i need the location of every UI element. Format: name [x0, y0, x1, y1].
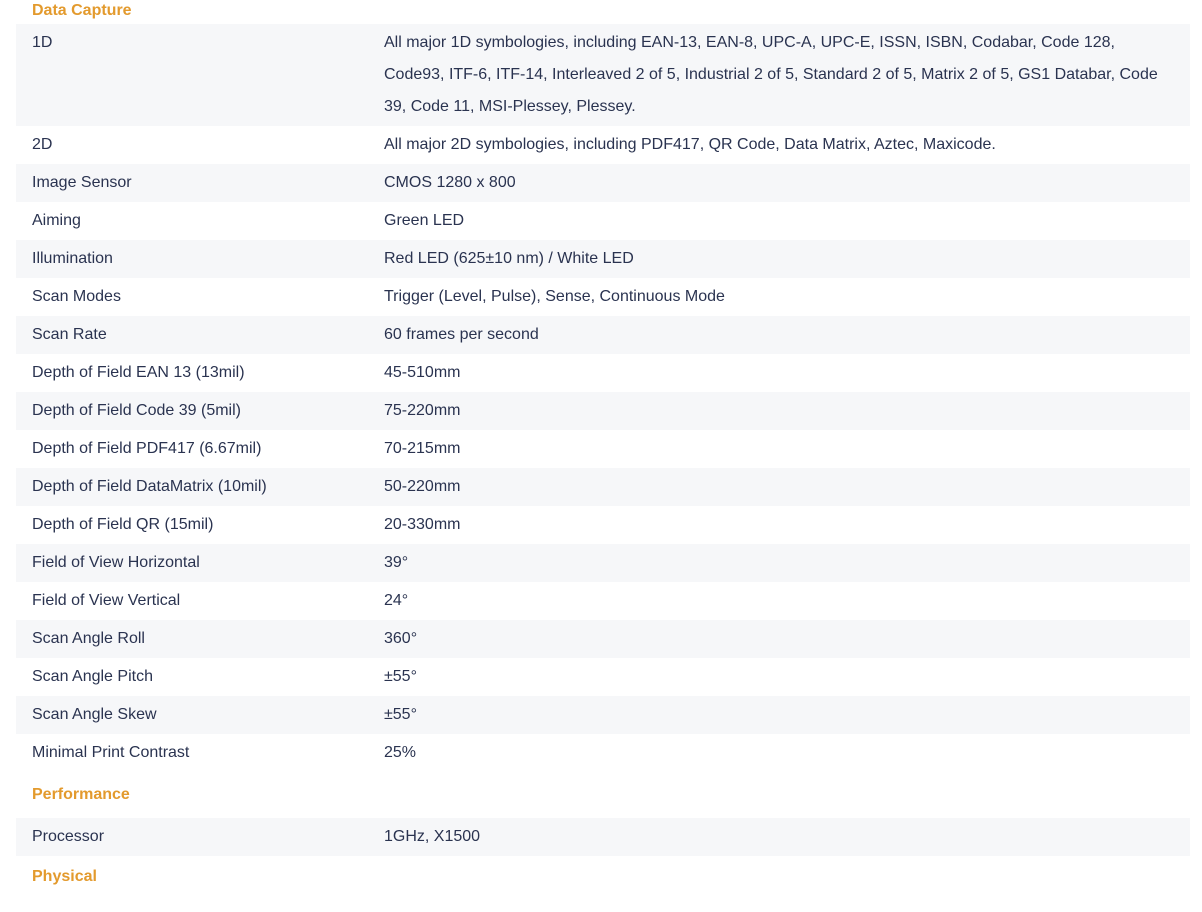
spec-label: Image Sensor	[16, 164, 368, 202]
spec-label: Field of View Horizontal	[16, 544, 368, 582]
spec-value: 45-510mm	[368, 354, 1190, 392]
table-row	[16, 316, 1190, 354]
spec-value: 60 frames per second	[368, 316, 1190, 354]
spec-label: Illumination	[16, 240, 368, 278]
table-row	[16, 278, 1190, 316]
spec-label: Processor	[16, 818, 368, 856]
spec-label: Field of View Vertical	[16, 582, 368, 620]
table-row	[16, 506, 1190, 544]
section-title-data-capture: Data Capture	[32, 2, 132, 19]
spec-label: Depth of Field PDF417 (6.67mil)	[16, 430, 368, 468]
table-row	[16, 430, 1190, 468]
spec-label: Scan Angle Roll	[16, 620, 368, 658]
spec-value: 75-220mm	[368, 392, 1190, 430]
spec-value: 20-330mm	[368, 506, 1190, 544]
table-row	[16, 582, 1190, 620]
spec-value: 25%	[368, 734, 1190, 772]
spec-value: 24°	[368, 582, 1190, 620]
spec-value: All major 1D symbologies, including EAN-13, EAN-8, UPC-A, UPC-E, ISSN, ISBN, Codabar, Code 128, Code93, ITF-6, ITF-14, Interleaved 2 of 5, Industrial 2 of 5, Standard 2 of 5, Matrix 2 of 5, GS1 Databar, Code 39, Code 11, MSI-Plessey, Plessey.	[368, 24, 1190, 126]
spec-label: Scan Rate	[16, 316, 368, 354]
table-row	[16, 354, 1190, 392]
table-row	[16, 818, 1190, 856]
spec-value: 1GHz, X1500	[368, 818, 1190, 856]
section-title-performance: Performance	[32, 786, 130, 803]
table-row	[16, 126, 1190, 164]
spec-value: 360°	[368, 620, 1190, 658]
spec-value: Red LED (625±10 nm) / White LED	[368, 240, 1190, 278]
spec-value: 50-220mm	[368, 468, 1190, 506]
table-row	[16, 734, 1190, 772]
spec-label: Depth of Field DataMatrix (10mil)	[16, 468, 368, 506]
spec-table-performance	[16, 818, 1190, 856]
table-row	[16, 202, 1190, 240]
table-row	[16, 696, 1190, 734]
spec-value: Green LED	[368, 202, 1190, 240]
spec-value: Trigger (Level, Pulse), Sense, Continuous Mode	[368, 278, 1190, 316]
table-row	[16, 620, 1190, 658]
spec-label: Depth of Field EAN 13 (13mil)	[16, 354, 368, 392]
section-title-physical: Physical	[32, 868, 97, 885]
spec-label: 1D	[16, 24, 368, 126]
spec-value: ±55°	[368, 696, 1190, 734]
table-row	[16, 658, 1190, 696]
spec-label: Aiming	[16, 202, 368, 240]
table-row	[16, 164, 1190, 202]
spec-value: 39°	[368, 544, 1190, 582]
spec-label: Scan Angle Pitch	[16, 658, 368, 696]
spec-label: Minimal Print Contrast	[16, 734, 368, 772]
spec-label: Scan Angle Skew	[16, 696, 368, 734]
spec-label: 2D	[16, 126, 368, 164]
table-row	[16, 392, 1190, 430]
table-row	[16, 24, 1190, 126]
table-row	[16, 544, 1190, 582]
spec-value: All major 2D symbologies, including PDF417, QR Code, Data Matrix, Aztec, Maxicode.	[368, 126, 1190, 164]
spec-value: CMOS 1280 x 800	[368, 164, 1190, 202]
spec-table-data-capture	[16, 24, 1190, 772]
spec-value: 70-215mm	[368, 430, 1190, 468]
spec-label: Depth of Field Code 39 (5mil)	[16, 392, 368, 430]
table-row	[16, 240, 1190, 278]
spec-value: ±55°	[368, 658, 1190, 696]
spec-label: Scan Modes	[16, 278, 368, 316]
spec-label: Depth of Field QR (15mil)	[16, 506, 368, 544]
table-row	[16, 468, 1190, 506]
